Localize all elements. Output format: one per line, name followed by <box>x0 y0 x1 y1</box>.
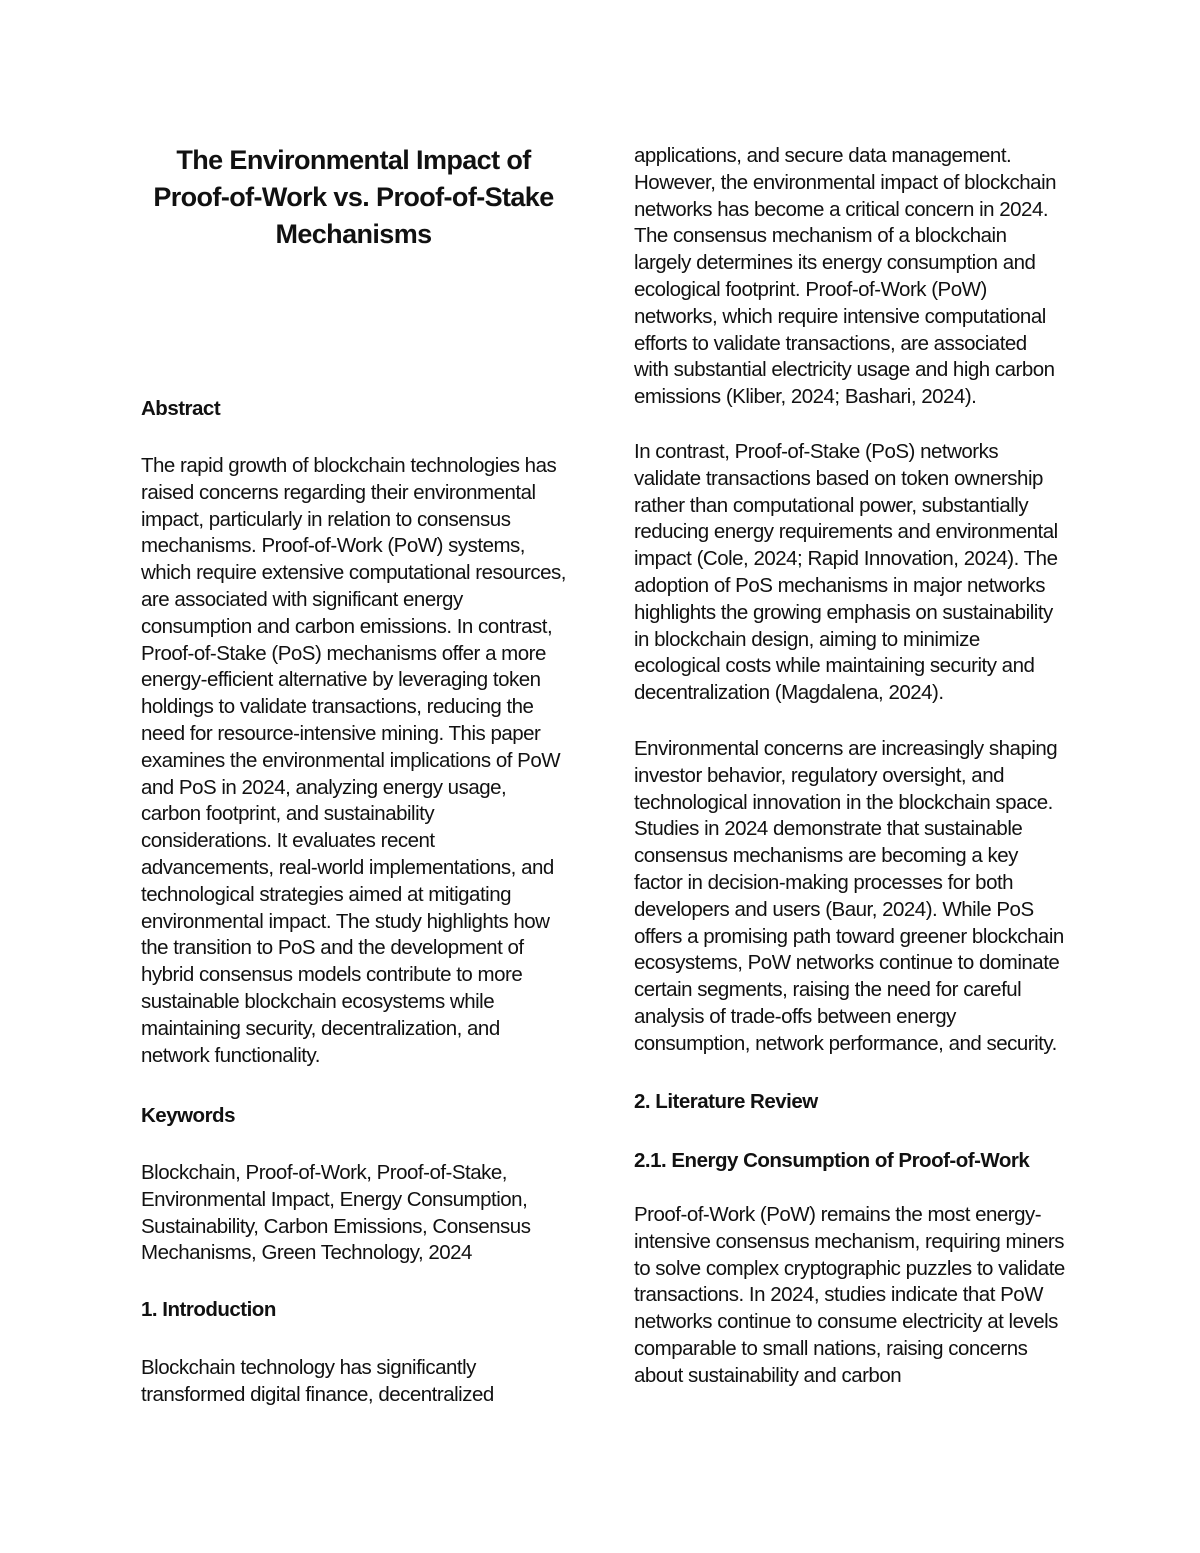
introduction-heading: 1. Introduction <box>141 1298 276 1321</box>
introduction-paragraph-3: Environmental concerns are increasingly shaping investor behavior, regulatory oversight, and technological innovation in the blockchain space. Studies in 2024 demonstrate that sustainable consensus mechanisms are becoming a key factor in decision-making processes for both developers and users (Baur, 2024). While PoS offers a promising path toward greener blockchain ecosystems, PoW networks continue to dominate certain segments, raising the need for careful analysis of trade-offs between energy consumption, network performance, and security. <box>634 737 1064 1055</box>
introduction-paragraph-continued: applications, and secure data management. However, the environmental impact of blockchain networks has become a critical concern in 2024. The consensus mechanism of a blockchain largely determines its energy consumption and ecological footprint. Proof-of-Work (PoW) networks, which require intensive computational efforts to validate transactions, are associated with substantial electricity usage and high carbon emissions (Kliber, 2024; Bashari, 2024). <box>634 144 1057 409</box>
introduction-paragraph-2: In contrast, Proof-of-Stake (PoS) networks validate transactions based on token ownership rather than computational power, substantially reducing energy requirements and environmental impact (Cole, 2024; Rapid Innovation, 2024). The adoption of PoS mechanisms in major networks highlights the growing emphasis on sustainability in blockchain design, aiming to minimize ecological costs while maintaining security and decentralization (Magdalena, 2024). <box>634 440 1058 705</box>
energy-consumption-pow-heading: 2.1. Energy Consumption of Proof-of-Work <box>634 1149 1030 1172</box>
keywords-text: Blockchain, Proof-of-Work, Proof-of-Stake, Environmental Impact, Energy Consumption, Sustainability, Carbon Emissions, Consensus Mechanisms, Green Technology, 2024 <box>141 1161 531 1265</box>
literature-review-heading: 2. Literature Review <box>634 1090 818 1113</box>
paper-title: The Environmental Impact of Proof-of-Work vs. Proof-of-Stake Mechanisms <box>153 145 554 249</box>
literature-paragraph-1: Proof-of-Work (PoW) remains the most energy-intensive consensus mechanism, requiring miners to solve complex cryptographic puzzles to validate transactions. In 2024, studies indicate that PoW networks continue to consume electricity at levels comparable to small nations, raising concerns about sustainability and carbon <box>634 1203 1065 1387</box>
introduction-paragraph-start: Blockchain technology has significantly transformed digital finance, decentralized <box>141 1356 494 1406</box>
abstract-text: The rapid growth of blockchain technologies has raised concerns regarding their environmental impact, particularly in relation to consensus mechanisms. Proof-of-Work (PoW) systems, which require extensive computational resources, are associated with significant energy consumption and carbon emissions. In contrast, Proof-of-Stake (PoS) mechanisms offer a more energy-efficient alternative by leveraging token holdings to validate transactions, reducing the need for resource-intensive mining. This paper examines the environmental implications of PoW and PoS in 2024, analyzing energy usage, carbon footprint, and sustainability considerations. It evaluates recent advancements, real-world implementations, and technological strategies aimed at mitigating environmental impact. The study highlights how the transition to PoS and the development of hybrid consensus models contribute to more sustainable blockchain ecosystems while maintaining security, decentralization, and network functionality. <box>141 454 566 1067</box>
abstract-heading: Abstract <box>141 397 221 420</box>
keywords-heading: Keywords <box>141 1104 235 1127</box>
